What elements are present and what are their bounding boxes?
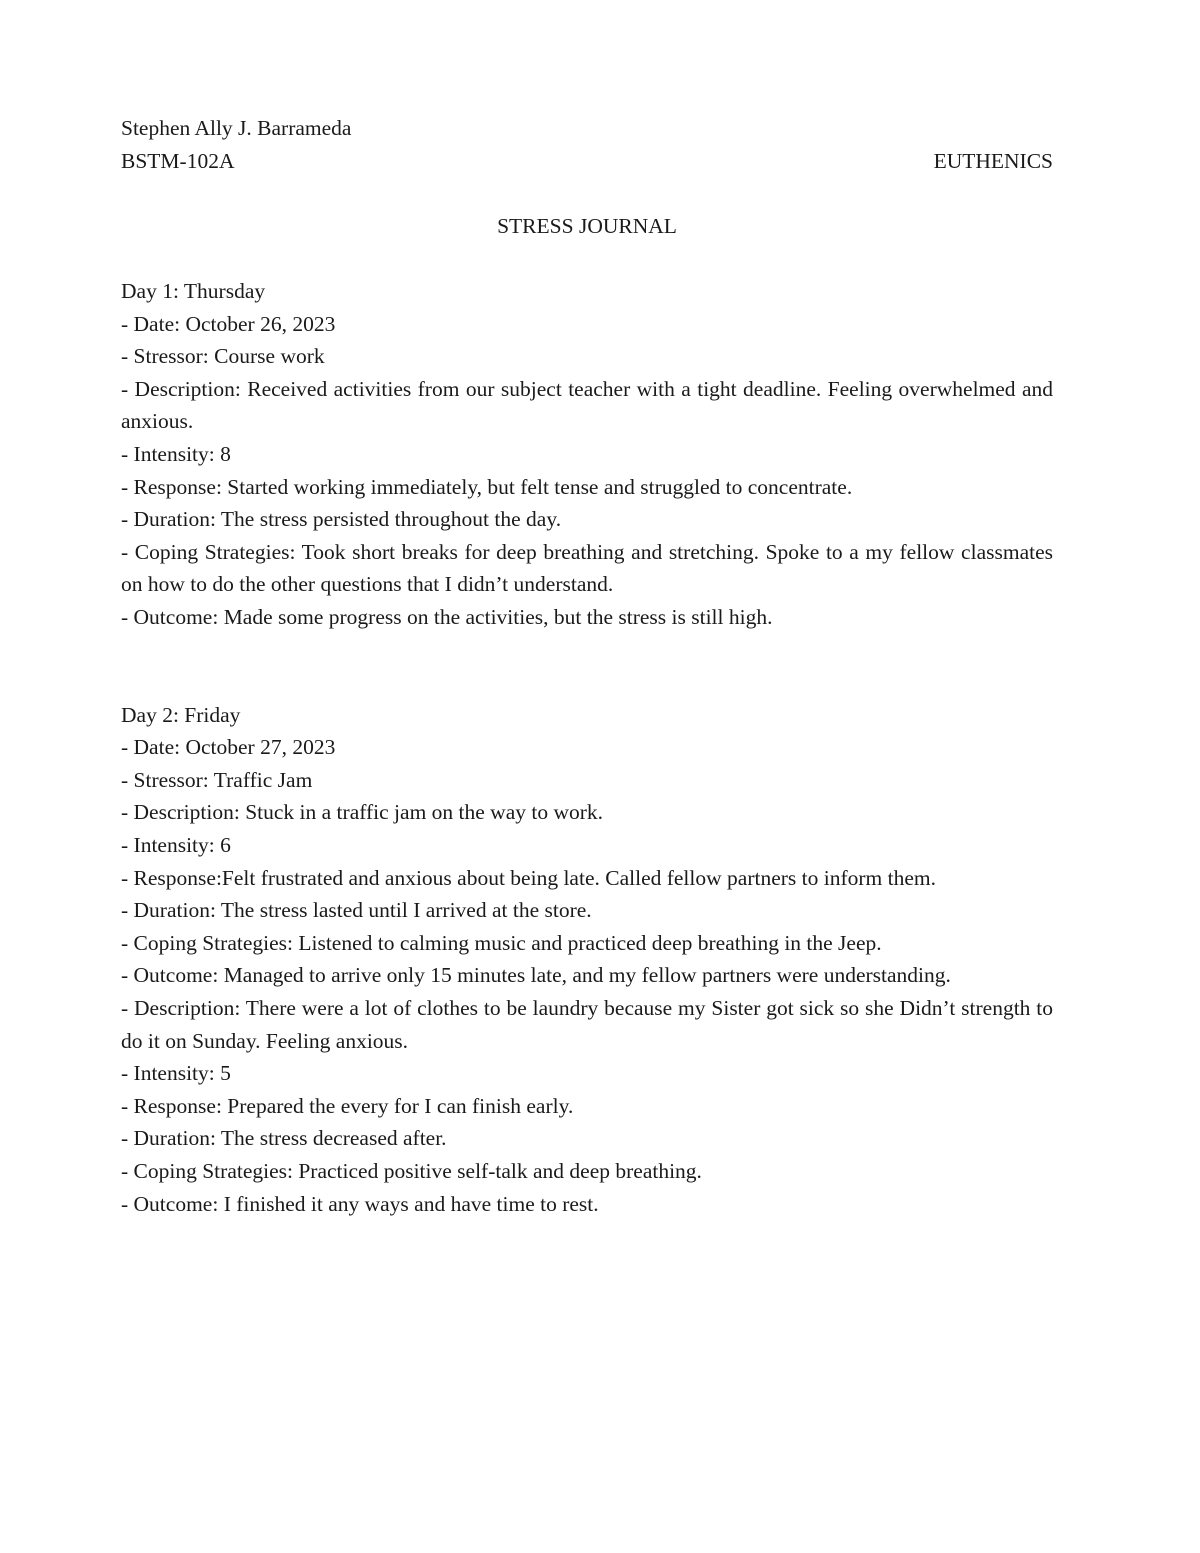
day1-coping: - Coping Strategies: Took short breaks for deep breathing and stretching. Spoke to a my fellow classmates on how to do the other questions that I didn’t understand. [121,539,1053,597]
header-row [121,145,1053,178]
day2-description: - Description: Stuck in a traffic jam on the way to work. [121,800,604,825]
document-page [121,112,1053,1220]
day2-outcome-2: - Outcome: I finished it any ways and have time to rest. [121,1191,599,1216]
course-section: BSTM-102A [121,148,235,173]
day2-coping: - Coping Strategies: Listened to calming music and practiced deep breathing in the Jeep. [121,930,882,955]
day1-duration: - Duration: The stress persisted throughout the day. [121,507,562,532]
document-title: STRESS JOURNAL [497,213,677,238]
day2-outcome: - Outcome: Managed to arrive only 15 minutes late, and my fellow partners were understanding. [121,963,951,988]
section-spacer [121,634,1053,699]
subject-name: EUTHENICS [933,148,1053,173]
day1-outcome: - Outcome: Made some progress on the activities, but the stress is still high. [121,604,773,629]
day1-entry [121,275,1053,634]
day2-date: - Date: October 27, 2023 [121,735,336,760]
day2-stressor: - Stressor: Traffic Jam [121,767,313,792]
student-name: Stephen Ally J. Barrameda [121,116,352,140]
day2-coping-2: - Coping Strategies: Practiced positive self-talk and deep breathing. [121,1159,702,1183]
day2-description-2: - Description: There were a lot of clothes to be laundry because my Sister got sick so she Didn’t strength to do it on Sunday. Feeling anxious. [121,996,1053,1053]
day2-intensity-2: - Intensity: 5 [121,1061,231,1086]
day1-stressor: - Stressor: Course work [121,344,325,369]
day1-response: - Response: Started working immediately, but felt tense and struggled to concentrate. [121,474,853,499]
day1-heading: Day 1: Thursday [121,278,266,303]
day2-response-2: - Response: Prepared the every for I can finish early. [121,1093,574,1118]
day2-entry [121,699,1053,1221]
day1-description: - Description: Received activities from our subject teacher with a tight deadline. Feeling overwhelmed and anxious. [121,376,1053,434]
day1-date: - Date: October 26, 2023 [121,311,336,336]
day2-response: - Response:Felt frustrated and anxious about being late. Called fellow partners to inform them. [121,865,937,890]
day2-intensity: - Intensity: 6 [121,833,231,858]
day2-heading: Day 2: Friday [121,702,241,727]
day2-duration: - Duration: The stress lasted until I arrived at the store. [121,898,592,923]
day2-duration-2: - Duration: The stress decreased after. [121,1126,447,1151]
day1-intensity: - Intensity: 8 [121,441,231,466]
